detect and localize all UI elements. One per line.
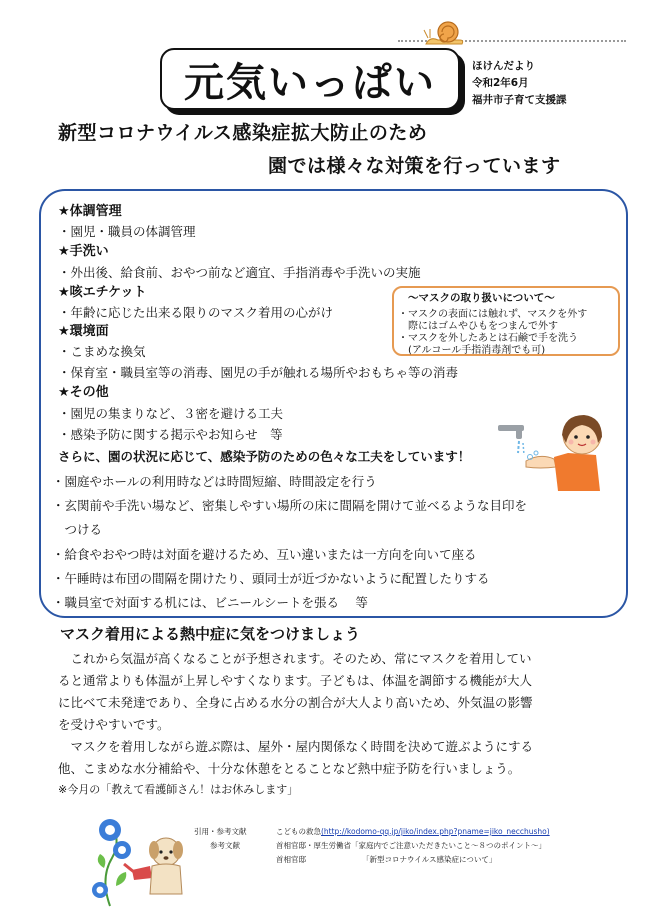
handwashing-girl-illustration <box>496 413 616 491</box>
paragraph-line: ると通常よりも体温が上昇しやすくなります。子どもは、体温を調節する機能が大人 <box>58 673 533 688</box>
issuer-block <box>472 58 567 109</box>
list-item: ・こまめな換気 <box>58 344 146 359</box>
mask-handling-title: ～マスクの取り扱いについて～ <box>408 292 555 304</box>
headline-line-2: 園では様々な対策を行っています <box>268 155 561 177</box>
heatstroke-title: マスク着用による熱中症に気をつけましょう <box>60 625 361 643</box>
list-item: ・園庭やホールの利用時などは時間短縮、時間設定を行う <box>52 474 377 489</box>
paragraph-line: これから気温が高くなることが予想されます。そのため、常にマスクを着用してい <box>58 651 532 666</box>
reference-source: 首相官邸・厚生労働省 <box>276 841 351 850</box>
reference-source: こどもの救急 <box>276 827 321 836</box>
newsletter-name: ほけんだより <box>472 60 535 72</box>
list-item: ・職員室で対面する机には、ビニールシートを張る 等 <box>52 595 368 610</box>
list-item: ・園児・職員の体調管理 <box>58 224 196 239</box>
title-box <box>160 48 460 110</box>
list-item: ・感染予防に関する掲示やお知らせ 等 <box>58 427 283 442</box>
list-item: ・給食やおやつ時は対面を避けるため、互い違いまたは一方向を向いて座る <box>52 547 477 562</box>
mask-handling-line: (アルコール手指消毒剤でも可) <box>398 345 546 356</box>
newsletter-title: 元気いっぱい <box>184 59 436 106</box>
reference-label-2: 参考文献 <box>210 841 240 850</box>
heading-health: ★体調管理 <box>58 204 122 219</box>
paragraph-line: を受けやすいです。 <box>58 717 170 732</box>
list-item: ・玄関前や手洗い場など、密集しやすい場所の床に間隔を開けて並べるような目印を <box>52 498 528 513</box>
list-item: つける <box>52 522 103 537</box>
paragraph-line: 他、こまめな水分補給や、十分な休憩をとることなど熱中症予防を行いましょう。 <box>58 761 521 776</box>
reference-link[interactable]: (http://kodomo-qq.jp/jiko/index.php?pname=jiko_necchusho) <box>321 827 550 836</box>
morning-glory-puppy-illustration <box>90 808 190 908</box>
list-item: ・年齢に応じた出来る限りのマスク着用の心がけ <box>58 305 334 320</box>
mask-handling-line: ・マスクを外したあとは石鹸で手を洗う <box>398 333 578 344</box>
issuer-name: 福井市子育て支援課 <box>472 94 567 106</box>
mask-handling-line: 際にはゴムやひもをつまんで外す <box>398 321 558 332</box>
reference-item-3-title: 「新型コロナウイルス感染症について」 <box>362 855 497 864</box>
list-item: ・外出後、給食前、おやつ前など適宜、手指消毒や手洗いの実施 <box>58 265 421 280</box>
list-item: ・園児の集まりなど、３密を避ける工夫 <box>58 406 284 421</box>
reference-title: 「家庭内でご注意いただきたいこと～８つのポイント～」 <box>351 841 546 850</box>
issue-date: 令和2年6月 <box>472 77 529 89</box>
heading-other: ★その他 <box>58 385 109 400</box>
reference-label-1: 引用・参考文献 <box>194 827 247 836</box>
heading-environment: ★環境面 <box>58 324 109 339</box>
footnote: ※今月の「教えて看護師さん！はお休みします」 <box>58 783 299 796</box>
mask-handling-line: ・マスクの表面には触れず、マスクを外す <box>398 309 588 320</box>
headline-line-1: 新型コロナウイルス感染症拡大防止のため <box>58 122 428 144</box>
heading-etiquette: ★咳エチケット <box>58 285 147 300</box>
paragraph-line: マスクを着用しながら遊ぶ際は、屋外・屋内関係なく時間を決めて遊ぶようにする <box>58 739 534 754</box>
paragraph-line: に比べて未発達であり、全身に占める水分の割合が大人より高いため、外気温の影響 <box>58 695 533 710</box>
situational-heading: さらに、園の状況に応じて、感染予防のための色々な工夫をしています！ <box>58 449 471 464</box>
reference-item-2 <box>276 840 546 851</box>
reference-item-3-source: 首相官邸 <box>276 855 306 864</box>
list-item: ・保育室・職員室等の消毒、園児の手が触れる場所やおもちゃ等の消毒 <box>58 365 459 380</box>
heading-handwash: ★手洗い <box>58 244 109 259</box>
snail-icon <box>420 18 466 48</box>
list-item: ・午睡時は布団の間隔を開けたり、頭同士が近づかないように配置したりする <box>52 571 490 586</box>
reference-item-1 <box>276 826 550 837</box>
